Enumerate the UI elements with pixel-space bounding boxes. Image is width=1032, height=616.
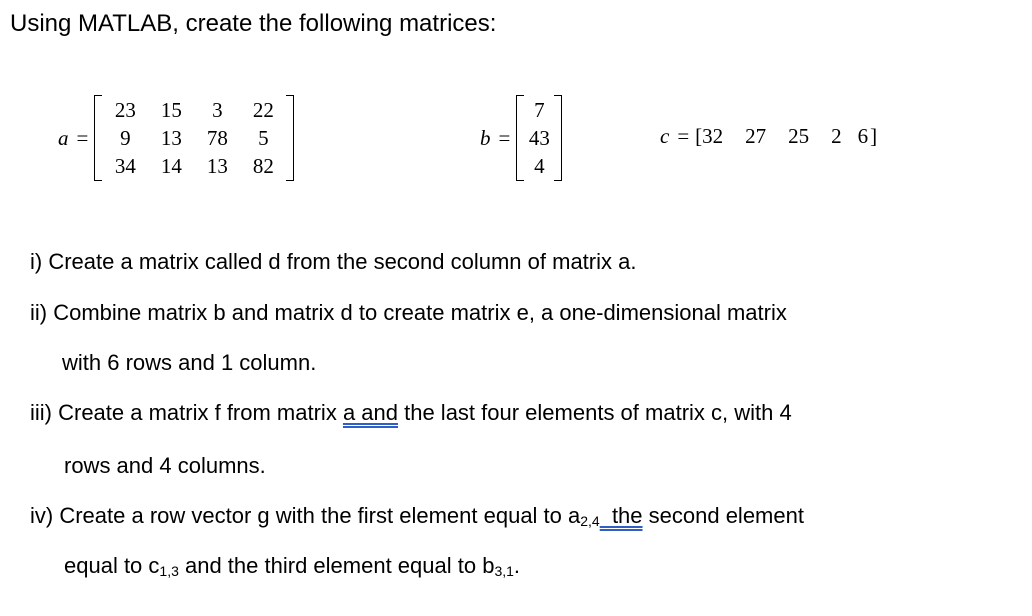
question-i: i) Create a matrix called d from the second column of matrix a.	[30, 249, 637, 274]
matrix-cell: 82	[252, 153, 274, 178]
matrix-cell: 32	[702, 124, 724, 148]
question-iv-line1	[30, 503, 804, 529]
matrix-a-name: a	[58, 125, 69, 150]
matrix-cell: 22	[252, 97, 274, 122]
subscript: 2,4	[580, 513, 600, 529]
grammar-marked-text: the	[599, 503, 643, 528]
question-iv-text-end: second element	[642, 503, 804, 528]
matrix-cell: 5	[258, 125, 269, 150]
subscript: 3,1	[494, 563, 514, 579]
question-ii-line2: with 6 rows and 1 column.	[62, 350, 317, 375]
matrix-a-grid	[102, 96, 286, 180]
matrix-a	[58, 95, 294, 181]
matrix-cell: 43	[528, 125, 550, 150]
matrix-b-grid	[524, 96, 554, 180]
matrix-b-name: b	[480, 125, 491, 150]
matrix-cell: 6	[857, 124, 869, 148]
question-iii-line1	[30, 400, 792, 426]
matrix-cell: 9	[120, 125, 131, 150]
matrix-cell: 78	[206, 125, 228, 150]
question-iii-text-end: the last four elements of matrix c, with 4	[398, 400, 792, 425]
matrix-cell: 27	[745, 124, 767, 148]
question-iv-line2-text: equal to c	[64, 553, 160, 578]
heading: Using MATLAB, create the following matrices:	[10, 10, 497, 37]
matrix-c-row	[702, 124, 870, 149]
question-iii-text: iii) Create a matrix f from matrix	[30, 400, 343, 425]
matrix-cell: 7	[534, 97, 545, 122]
matrix-cell: 15	[160, 97, 182, 122]
question-ii-line1: ii) Combine matrix b and matrix d to create matrix e, a one-dimensional matrix	[30, 300, 787, 325]
matrix-cell: 25	[788, 124, 810, 148]
question-iv-line2-end: .	[513, 553, 521, 578]
matrix-cell: 13	[160, 125, 182, 150]
grammar-marked-text: a and	[342, 400, 398, 425]
question-iii-line2: rows and 4 columns.	[64, 453, 266, 478]
matrix-c-close-bracket: ]	[870, 124, 878, 148]
question-iv-text: iv) Create a row vector g with the first element equal to a	[30, 503, 581, 528]
matrix-cell: 14	[160, 153, 182, 178]
matrix-cell: 23	[114, 97, 136, 122]
matrix-cell: 3	[212, 97, 223, 122]
left-bracket	[516, 95, 524, 181]
matrix-cell: 13	[206, 153, 228, 178]
subscript: 1,3	[159, 563, 179, 579]
matrix-cell: 2	[831, 124, 842, 148]
right-bracket	[554, 95, 562, 181]
matrix-c-name: c	[660, 124, 670, 148]
question-iv-line2	[64, 553, 520, 579]
matrix-cell: 4	[534, 153, 545, 178]
matrix-cell: 34	[114, 153, 136, 178]
matrix-a-equals: =	[76, 125, 89, 150]
matrix-c-open-bracket: [	[695, 124, 703, 148]
matrix-c-equals: =	[677, 124, 690, 148]
matrix-b-equals: =	[498, 125, 511, 150]
matrix-c	[660, 124, 877, 149]
matrix-b	[480, 95, 562, 181]
right-bracket	[286, 95, 294, 181]
question-iv-line2-mid: and the third element equal to b	[178, 553, 495, 578]
left-bracket	[94, 95, 102, 181]
